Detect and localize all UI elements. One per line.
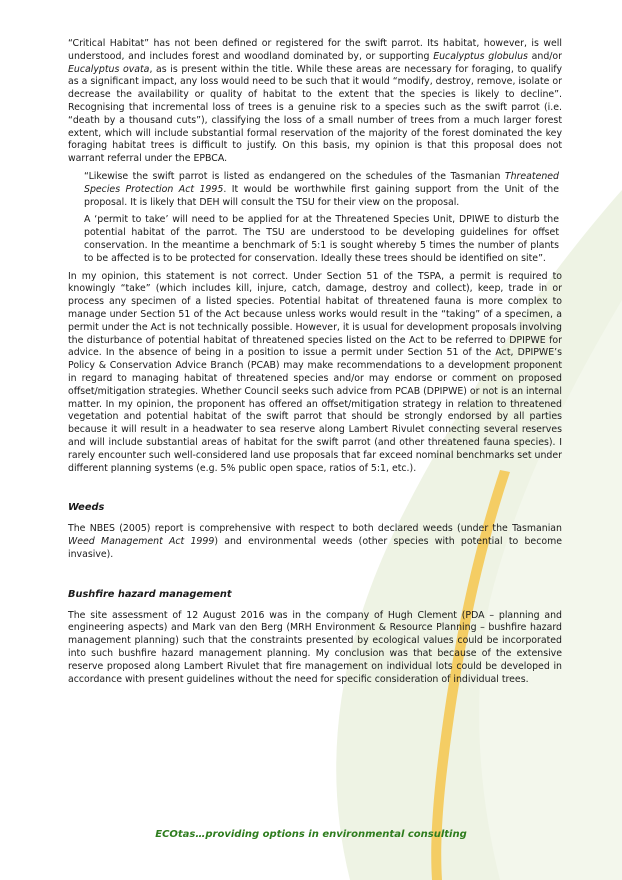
act-name: Weed Management Act 1999: [68, 536, 215, 548]
bushfire-heading: Bushfire hazard management: [68, 588, 232, 600]
weeds-heading: Weeds: [68, 502, 105, 514]
critical-habitat-paragraph: “Critical Habitat” has not been defined or registered for the swift parrot. Its habitat, however, is well understood, and includes forest and woodland dominated by, or supporting Eucalyptus globulus and/or Eucalyptus ovata, as is present within the title. While these areas are necessary for foraging, to qualify as a significant impact, any loss would need to be such that it would “modify, destroy, remove, isolate or decrease the availability or quality of habitat to the extent that the species is likely to decline”. Recognising that incremental loss of trees is a genuine risk to a species such as the swift parrot (i.e. “death by a thousand cuts”), classifying the loss of a small number of trees from a much larger forest extent, which will include substantial formal reservation of the majority of the forest dominated the key foraging habitat trees is difficult to justify. On this basis, my opinion is that this proposal does not warrant referral under the EPBCA.: [68, 38, 563, 165]
weeds-paragraph: The NBES (2005) report is comprehensive with respect to both declared weeds (under the Tasmanian Weed Management Act 1999) and environmental weeds (other species with potential to become invasive).: [68, 523, 562, 560]
bushfire-paragraph: The site assessment of 12 August 2016 was in the company of Hugh Clement (PDA – planning and engineering aspects) and Mark van den Berg (MRH Environment & Resource Planning – bushfire hazard management planning) such that the constraints presented by ecological values could be incorporated into such bushfire hazard management planning. My conclusion was that because of the extensive reserve proposed along Lambert Rivulet that fire management on individual lots could be developed in accordance with present guidelines without the need for specific consideration of individual trees.: [68, 609, 562, 685]
footer-tagline: ECOtas…providing options in environmental consulting: [155, 829, 467, 840]
document-body: [68, 38, 562, 686]
species-name: Eucalyptus globulus: [433, 50, 528, 62]
act-name: Threatened Species Protection Act 1995: [84, 170, 559, 195]
species-name: Eucalyptus ovata: [68, 63, 150, 75]
opinion-paragraph: In my opinion, this statement is not correct. Under Section 51 of the TSPA, a permit is required to knowingly “take” (which includes kill, injure, catch, damage, destroy and collect), keep, trade in or process any specimen of a listed species. Potential habitat of threatened fauna is more complex to manage under Section 51 of the Act because unless works would result in the “taking” of a specimen, a permit under the Act is not technically possible. However, it is usual for development proposals involving the disturbance of potential habitat of threatened species listed on the Act to be referred to DPIPWE for advice. In the absence of being in a position to issue a permit under Section 51 of the Act, DPIPWE’s Policy & Conservation Advice Branch (PCAB) may make recommendations to a development proponent in regard to managing habitat of threatened species and/or may endorse or comment on proposed offset/mitigation strategies. Whether Council seeks such advice from PCAB (DPIPWE) or not is an internal matter. In my opinion, the proponent has offered an offset/mitigation strategy in relation to threatened vegetation and potential habitat of the swift parrot that should be strongly endorsed by all parties because it will result in a headwater to sea reserve along Lambert Rivulet connecting several reserves and will include substantial areas of habitat for the swift parrot (and other threatened fauna species). I rarely encounter such well-considered land use proposals that far exceed nominal benchmarks set under different planning systems (e.g. 5% public open space, ratios of 5:1, etc.).: [68, 270, 563, 474]
quoted-paragraph-2: A ‘permit to take’ will need to be applied for at the Threatened Species Unit, DPIWE to disturb the potential habitat of the parrot. The TSU are understood to be developing guidelines for offset conservation. In the meantime a benchmark of 5:1 is sought whereby 5 times the number of plants to be affected is to be protected for conservation. Ideally these trees should be identified on site”.: [84, 214, 559, 264]
quoted-paragraph-1: “Likewise the swift parrot is listed as endangered on the schedules of the Tasmanian Threatened Species Protection Act 1995. It would be worthwhile first gaining support from the Unit of the proposal. It is likely that DEH will consult the TSU for their view on the proposal.: [84, 170, 559, 208]
